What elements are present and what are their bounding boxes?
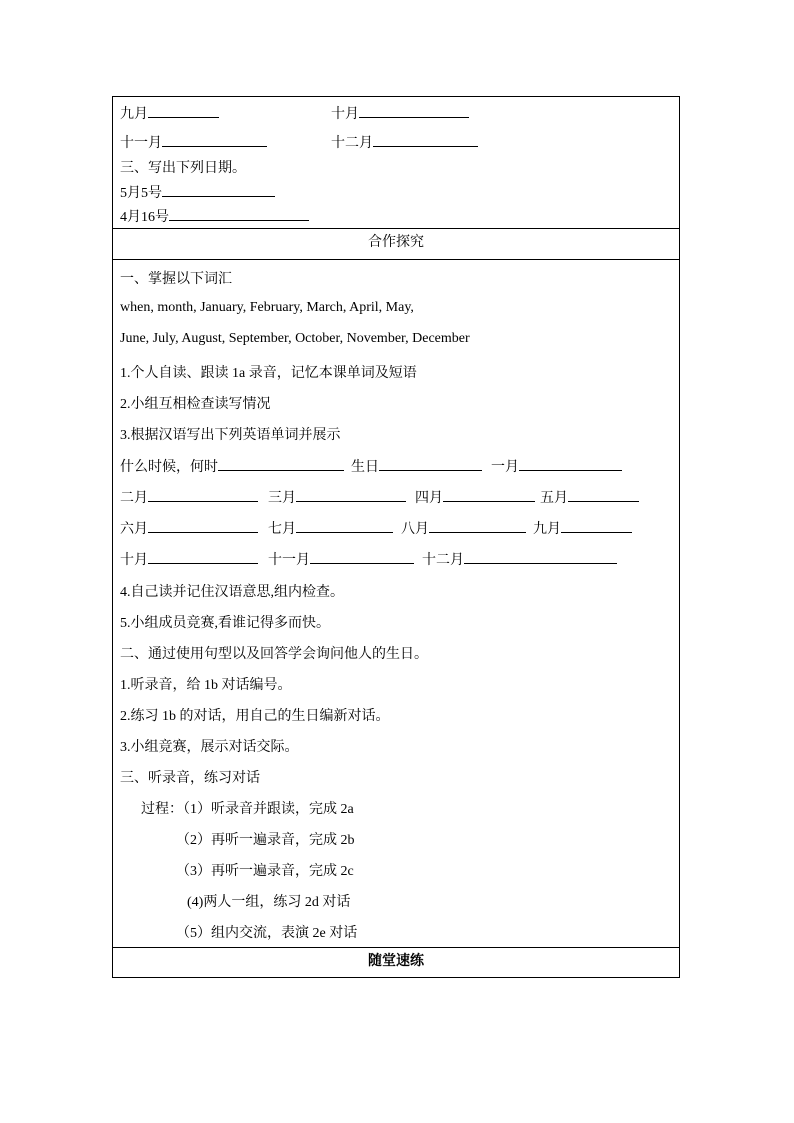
step4: 4.自己读并记住汉语意思,组内检查。 (120, 585, 344, 600)
s1-title: 一、掌握以下词汇 (120, 272, 232, 287)
fill-aug (401, 518, 526, 538)
fill-jan (491, 456, 622, 476)
blank-dec[interactable] (373, 132, 478, 147)
fill-mar (268, 487, 406, 507)
blank-may[interactable] (568, 487, 639, 502)
label-jul: 七月 (268, 522, 296, 537)
row-dec (331, 132, 478, 152)
label-apr: 四月 (415, 491, 443, 506)
vocab-line1: when, month, January, February, March, April, May, (120, 300, 414, 315)
fill-sep (533, 518, 632, 538)
label-oct2: 十月 (120, 553, 148, 568)
cooperate-header-cell (113, 229, 679, 260)
row-date2 (120, 206, 309, 226)
label-date2: 4月16号 (120, 210, 169, 225)
s2-step1: 1.听录音，给 1b 对话编号。 (120, 678, 292, 693)
fill-when (120, 456, 344, 476)
process1: 过程：（1）听录音并跟读，完成 2a (141, 802, 354, 817)
practice-header-cell (113, 948, 679, 977)
row-oct (331, 103, 469, 123)
label-date1: 5月5号 (120, 186, 162, 201)
step5: 5.小组成员竞赛,看谁记得多而快。 (120, 616, 330, 631)
label-feb: 二月 (120, 491, 148, 506)
label-nov: 十一月 (120, 136, 162, 151)
fill-apr (415, 487, 535, 507)
label-sep: 九月 (120, 107, 148, 122)
blank-oct2[interactable] (148, 549, 258, 564)
label-birthday: 生日 (351, 460, 379, 475)
step3: 3.根据汉语写出下列英语单词并展示 (120, 428, 341, 443)
blank-nov2[interactable] (310, 549, 414, 564)
label-oct: 十月 (331, 107, 359, 122)
fill-jun (120, 518, 258, 538)
label-nov2: 十一月 (268, 553, 310, 568)
row-nov (120, 132, 267, 152)
row-sep-oct (120, 103, 219, 123)
fill-feb (120, 487, 258, 507)
fill-dec (422, 549, 617, 569)
row-date1 (120, 182, 275, 202)
worksheet-table (112, 96, 680, 978)
blank-apr[interactable] (443, 487, 535, 502)
main-section (113, 260, 679, 948)
label-dec: 十二月 (331, 136, 373, 151)
label-sep2: 九月 (533, 522, 561, 537)
process3: （3）再听一遍录音，完成 2c (176, 864, 354, 879)
fill-birthday (351, 456, 482, 476)
label-jun: 六月 (120, 522, 148, 537)
blank-date1[interactable] (162, 182, 275, 197)
s2-step3: 3.小组竞赛，展示对话交际。 (120, 740, 299, 755)
blank-date2[interactable] (169, 206, 309, 221)
blank-oct[interactable] (359, 103, 469, 118)
s2-title: 二、通过使用句型以及回答学会询问他人的生日。 (120, 647, 428, 662)
blank-jun[interactable] (148, 518, 258, 533)
process2: （2）再听一遍录音，完成 2b (176, 833, 355, 848)
fill-oct (120, 549, 258, 569)
review-section (113, 97, 679, 229)
blank-jul[interactable] (296, 518, 393, 533)
label-jan: 一月 (491, 460, 519, 475)
blank-mar[interactable] (296, 487, 406, 502)
blank-birthday[interactable] (379, 456, 482, 471)
label-when: 什么时候，何时 (120, 460, 218, 475)
q3-title: 三、写出下列日期。 (120, 161, 246, 176)
blank-when[interactable] (218, 456, 344, 471)
blank-dec2[interactable] (464, 549, 617, 564)
blank-nov[interactable] (162, 132, 267, 147)
vocab-line2: June, July, August, September, October, November, December (120, 331, 470, 346)
blank-feb[interactable] (148, 487, 258, 502)
blank-aug[interactable] (429, 518, 526, 533)
s2-step2: 2.练习 1b 的对话，用自己的生日编新对话。 (120, 709, 390, 724)
label-mar: 三月 (268, 491, 296, 506)
label-aug: 八月 (401, 522, 429, 537)
blank-jan[interactable] (519, 456, 622, 471)
step2: 2.小组互相检查读写情况 (120, 397, 271, 412)
s3-title: 三、听录音，练习对话 (120, 771, 260, 786)
process4: (4)两人一组，练习 2d 对话 (187, 895, 351, 910)
fill-jul (268, 518, 393, 538)
practice-header: 随堂速练 (368, 954, 424, 969)
cooperate-header: 合作探究 (368, 235, 424, 250)
step1: 1.个人自读、跟读 1a 录音，记忆本课单词及短语 (120, 366, 417, 381)
process5: （5）组内交流，表演 2e 对话 (176, 926, 358, 941)
blank-sep[interactable] (148, 103, 219, 118)
fill-nov (268, 549, 414, 569)
blank-sep2[interactable] (561, 518, 632, 533)
label-may: 五月 (540, 491, 568, 506)
label-dec2: 十二月 (422, 553, 464, 568)
fill-may (540, 487, 639, 507)
